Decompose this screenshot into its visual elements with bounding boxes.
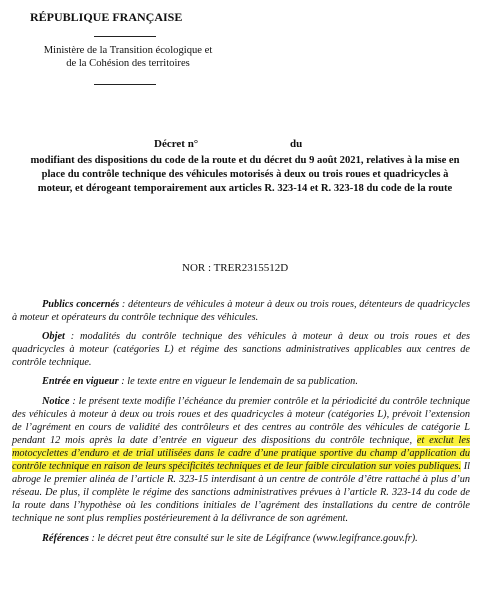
decree-subject: modifiant des dispositions du code de la route et du décret du 9 août 2021, relatives à la mise en place du contrôle technique des véhicules motorisés à deux ou trois roues et quadricycles à moteur, et dérogeant temporairement aux articles R. 323-14 et R. 323-18 du code de la route	[30, 155, 460, 195]
entree-text: : le texte entre en vigueur le lendemain de sa publication.	[118, 376, 358, 388]
entree-label: Entrée en vigueur	[42, 376, 119, 388]
references-paragraph	[12, 532, 470, 545]
decree-number-label: Décret n°	[154, 138, 199, 150]
republic-heading: RÉPUBLIQUE FRANÇAISE	[30, 10, 183, 24]
notice-text: : le présent texte modifie l’échéance du premier contrôle et la périodicité du contrôle technique des véhicules à moteur à deux ou trois roues et des quadricycles à moteur (catégories L), prévoit l’extension de l’agrément en cours de validité des contrôleurs et des centres au contrôle des véhicules de catégorie L pendant 12 mois après la date d’entrée en vigueur des dispositions du contrôle technique,	[12, 395, 470, 446]
entree-paragraph	[12, 375, 470, 388]
separator-rule-top	[94, 36, 156, 37]
ministry-line-2: de la Cohésion des territoires	[66, 58, 190, 69]
decree-date-label: du	[290, 138, 303, 150]
publics-label: Publics concernés	[42, 299, 120, 310]
objet-text: : modalités du contrôle technique des véhicules à moteur à deux ou trois roues et des quadricycles à moteur (catégories L) et régime des sanctions administratives applicables aux centres de contrôle technique.	[12, 331, 470, 369]
notice-paragraph	[12, 395, 470, 526]
notice-text-continued: Il abroge le premier alinéa de l’article R. 323-15 interdisant à un centre de contrôle d’être rattaché à plus d’un réseau. De plus, il complète le régime des sanctions administratives prévues à l’article R. 323-14 du code de la route dans l’hypothèse où les conditions initiales de l’agrément des installations du centre de contrôle technique ne sont plus remplies postérieurement à la délivrance de son agrément.	[12, 461, 470, 525]
publics-text: : détenteurs de véhicules à moteur à deux ou trois roues, détenteurs de quadricycles à moteur et opérateurs du contrôle technique des véhicules.	[12, 299, 471, 324]
objet-label: Objet	[42, 331, 65, 343]
notice-label: Notice	[42, 395, 70, 407]
decree-summary	[12, 298, 470, 551]
references-label: Références	[42, 532, 89, 544]
references-text: : le décret peut être consulté sur le site de Légifrance (www.legifrance.gouv.fr).	[88, 532, 418, 544]
publics-paragraph	[12, 298, 470, 324]
objet-paragraph	[12, 330, 470, 369]
ministry-line-1: Ministère de la Transition écologique et	[43, 45, 213, 56]
ministry-name	[18, 44, 238, 70]
separator-rule-bottom	[94, 84, 156, 85]
nor-reference: NOR : TRER2315512D	[182, 262, 289, 274]
notice-highlighted-text: et exclut les motocyclettes d’enduro et de trial utilisées dans le cadre d’une pratique sportive du champ d’application du contrôle technique en raison de leurs spécificités techniques et de leur faible circulation sur voies publiques.	[12, 434, 470, 473]
